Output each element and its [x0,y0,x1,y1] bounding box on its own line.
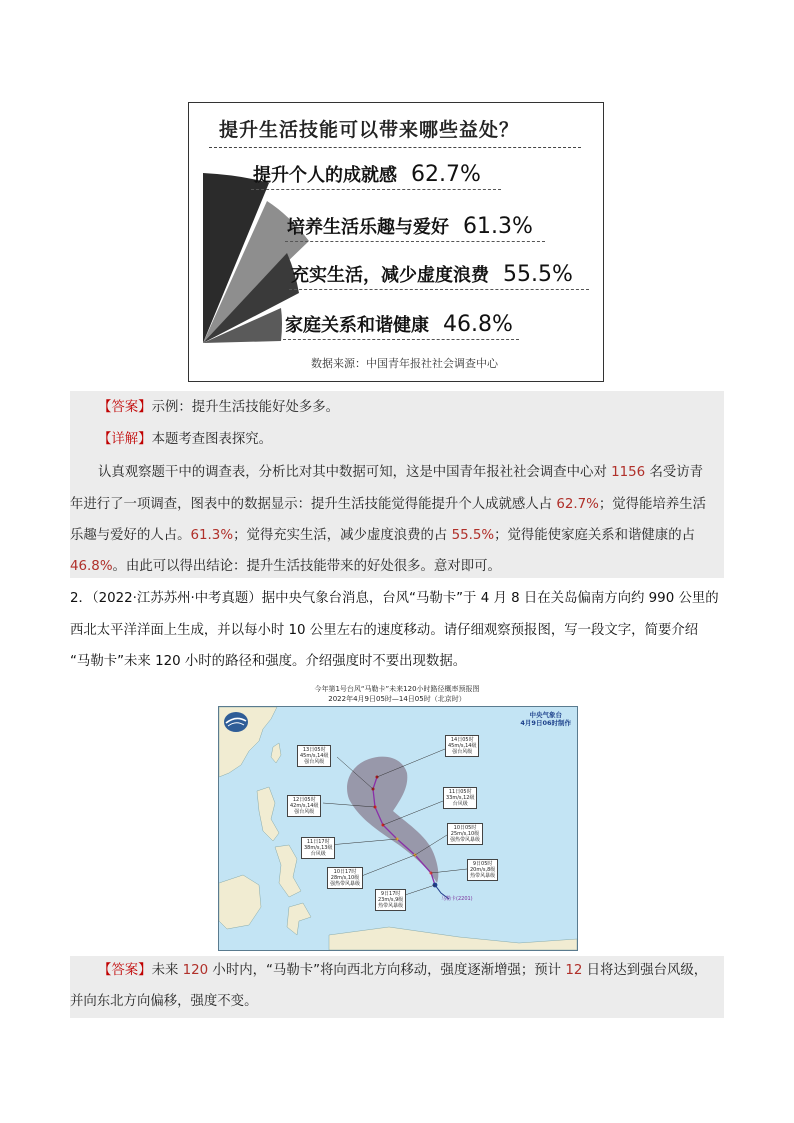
issued-time: 4月9日06时制作 [520,719,571,727]
answer1-line [70,399,752,417]
answer-number: 12 [565,963,583,978]
forecast-callout [447,823,483,845]
answer-number: 120 [182,963,209,978]
cma-logo-icon [223,711,249,733]
detail-text: ；觉得能培养生活 [598,497,706,512]
borneo-island [219,875,261,929]
forecast-callout [301,837,335,859]
answer2-line-1 [70,962,752,980]
forecast-cone [347,757,438,883]
detail-number: 46.8% [70,559,113,574]
callout-time: 11日17时 [306,839,330,845]
row-divider [289,289,589,290]
row-divider [283,339,519,340]
survey-row-1 [253,161,481,187]
answer2-line-2: 并向东北方向偏移，强度不变。 [70,994,258,1009]
callout-class: 台风级 [452,801,468,807]
question2-line-3: “马勒卡”未来 120 小时的路径和强度。介绍强度时不要出现数据。 [70,654,467,669]
callout-wind: 45m/s,14级 [300,753,329,759]
callout-class: 强台风级 [304,759,325,765]
survey-chart-image [188,102,604,382]
detail-text: ；觉得能使家庭关系和谐健康的占 [494,528,695,543]
data-source: 数据来源：中国青年报社社会调查中心 [311,357,498,370]
callout-class: 热带风暴级 [470,873,496,879]
forecast-callout [327,867,363,889]
answer-text: 小时内，“马勒卡”将向西北方向移动，强度逐渐增强；预计 [208,963,566,978]
detail-heading-line [70,431,752,449]
callout-class: 热带风暴级 [378,903,404,909]
callout-time: 12日05时 [292,797,316,803]
callout-wind: 28m/s,10级 [330,875,360,881]
detail-text: 年进行了一项调查，图表中的数据显示：提升生活技能觉得能提升个人成就感人占 [70,497,557,512]
callout-class: 强台风级 [452,749,473,755]
detail-line-2 [70,496,724,514]
callout-wind: 33m/s,12级 [446,795,475,801]
callout-wind: 25m/s,10级 [450,831,480,837]
detail-number: 62.7% [556,497,599,512]
question2-line-2: 西北太平洋洋面上生成，并以每小时 10 公里左右的速度移动。请仔细观察预报图，写一段文字，简要介绍 [70,623,699,638]
typhoon-name-label: 马勒卡(2201) [441,896,473,902]
detail-line-1 [70,464,752,482]
callout-class: 强热带风暴级 [330,881,361,887]
callout-time: 10日05时 [453,825,477,831]
callout-time: 9日05时 [472,861,493,867]
detail-number: 61.3% [190,528,234,543]
answer-tag: 【答案】 [98,963,152,978]
detail-text: 名受访青 [645,465,704,480]
callout-time: 14日05时 [450,737,474,743]
callout-time: 10日17时 [333,869,357,875]
taiwan-island [271,743,281,763]
survey-label: 充实生活，减少虚度浪费 [291,265,489,286]
answer-text: 日将达到强台风级， [582,963,708,978]
survey-value: 46.8% [443,312,513,337]
map-subtitle: 2022年4月9日05时—14日05时（北京时） [328,695,466,703]
callout-class: 台风级 [310,851,326,857]
luzon-island [257,787,279,841]
callout-wind: 20m/s,8级 [470,867,496,873]
forecast-callout [445,735,479,757]
forecast-callout [287,795,321,817]
new-guinea [329,927,577,950]
map-title: 今年第1号台风“马勒卡”未来120小时路径概率预报图 [314,685,480,693]
detail-text: 乐趣与爱好的人占。 [70,528,191,543]
row-divider [251,189,501,190]
fan-chart [189,103,605,383]
survey-value: 61.3% [463,214,533,239]
detail-text: 认真观察题干中的调查表，分析比对其中数据可知，这是中国青年报社社会调查中心对 [98,465,612,480]
forecast-callout [375,889,406,911]
survey-row-2 [287,213,533,239]
question2-line-1: 2．（2022·江苏苏州·中考真题）据中央气象台消息，台风“马勒卡”于 4 月 8 日在关岛偏南方向约 990 公里的 [70,591,719,606]
forecast-callout [443,787,477,809]
philippines-south [275,845,301,897]
detail-text: 。由此可以得出结论：提升生活技能带来的好处很多。意对即可。 [112,559,501,574]
answer-text: 未来 [151,963,183,978]
forecast-callout [467,859,498,881]
typhoon-forecast-map [218,706,578,951]
agency-badge [520,711,571,727]
agency-name: 中央气象台 [529,711,562,719]
survey-label: 家庭关系和谐健康 [285,315,429,336]
detail-number: 55.5% [451,528,495,543]
callout-wind: 38m/s,13级 [304,845,333,851]
survey-row-4 [285,311,513,337]
survey-label: 培养生活乐趣与爱好 [287,217,449,238]
detail-line-4 [70,558,724,576]
callout-wind: 42m/s,14级 [290,803,319,809]
detail-text: 本题考查图表探究。 [151,432,273,447]
callout-wind: 45m/s,14级 [448,743,477,749]
callout-class: 强热带风暴级 [450,837,481,843]
survey-label: 提升个人的成就感 [253,165,397,186]
forecast-callout [297,745,331,767]
row-divider [285,241,545,242]
callout-time: 9日17时 [380,891,401,897]
callout-wind: 23m/s,9级 [378,897,404,903]
detail-number: 1156 [611,465,646,480]
callout-time: 11日05时 [448,789,472,795]
survey-value: 55.5% [503,262,573,287]
answer-text: 示例：提升生活技能好处多多。 [151,400,340,415]
map-graphic [219,707,577,950]
survey-row-3 [291,261,573,287]
answer-tag: 【答案】 [98,400,152,415]
sulawesi-island [287,903,311,935]
survey-value: 62.7% [411,162,481,187]
detail-text: ；觉得充实生活，减少虚度浪费的占 [233,528,452,543]
detail-line-3 [70,527,724,545]
callout-time: 13日05时 [302,747,326,753]
survey-title: 提升生活技能可以带来哪些益处？ [219,119,520,141]
callout-class: 强台风级 [294,809,315,815]
answer-detail-block [70,391,724,578]
detail-tag: 【详解】 [98,432,152,447]
